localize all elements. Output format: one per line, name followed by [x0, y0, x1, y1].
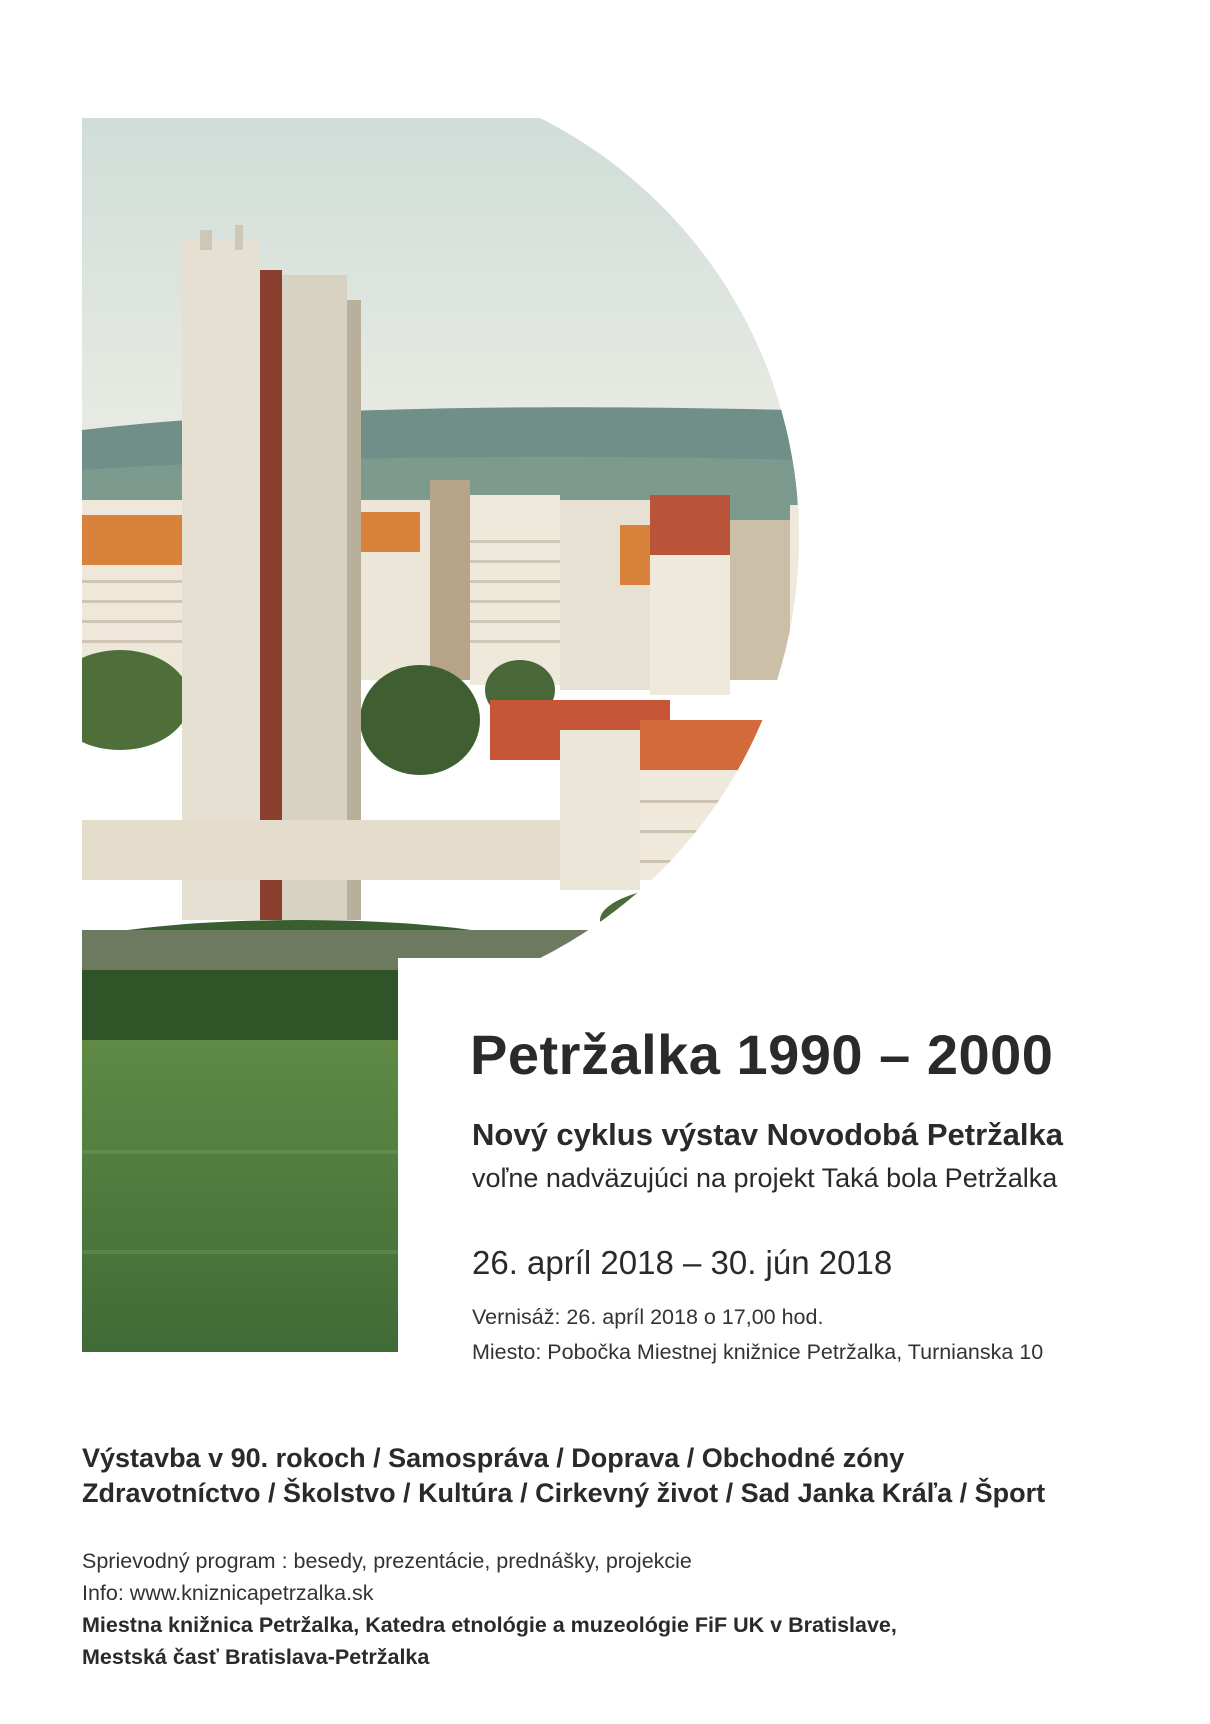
- poster-title: Petržalka 1990 – 2000: [470, 1023, 1054, 1086]
- tall-tower: [182, 240, 260, 920]
- trees: [50, 650, 190, 750]
- topics-line-1: Výstavba v 90. rokoch / Samospráva / Doprava / Obchodné zóny: [82, 1443, 905, 1473]
- sky: [0, 100, 1100, 440]
- venue-info: Miesto: Pobočka Miestnej knižnice Petržalka, Turnianska 10: [472, 1340, 1044, 1364]
- poster-subtitle-secondary: voľne nadväzujúci na projekt Taká bola Petržalka: [472, 1163, 1058, 1193]
- organizers-line-2: Mestská časť Bratislava-Petržalka: [82, 1645, 430, 1669]
- program-info: Sprievodný program : besedy, prezentácie, prednášky, projekcie: [82, 1549, 692, 1573]
- website-info: Info: www.kniznicapetrzalka.sk: [82, 1581, 374, 1605]
- vernissage-info: Vernisáž: 26. apríl 2018 o 17,00 hod.: [472, 1305, 824, 1329]
- organizers-line-1: Miestna knižnica Petržalka, Katedra etnológie a muzeológie FiF UK v Bratislave,: [82, 1613, 897, 1637]
- low-building: [82, 820, 882, 880]
- exhibition-dates: 26. apríl 2018 – 30. jún 2018: [472, 1244, 893, 1281]
- topics-line-2: Zdravotníctvo / Školstvo / Kultúra / Cirkevný život / Sad Janka Kráľa / Šport: [82, 1478, 1046, 1508]
- poster-subtitle: Nový cyklus výstav Novodobá Petržalka: [472, 1117, 1063, 1152]
- red-block: [650, 495, 730, 555]
